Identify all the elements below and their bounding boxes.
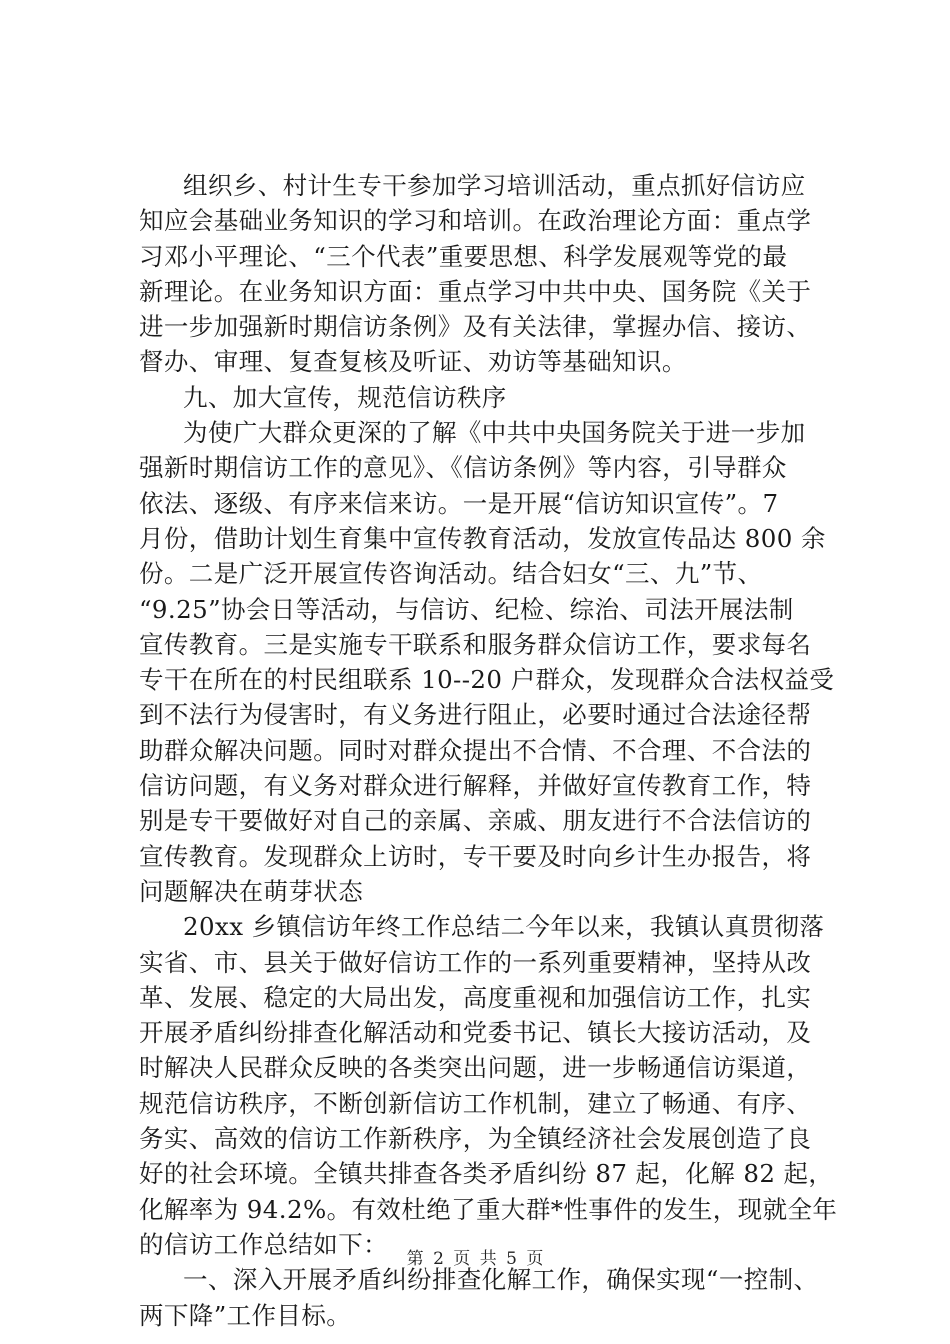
section-heading: 九、加大宣传，规范信访秩序 [183,382,507,412]
text-line: 规范信访秩序，不断创新信访工作机制，建立了畅通、有序、 [139,1088,812,1118]
text-line: 时解决人民群众反映的各类突出问题，进一步畅通信访渠道， [139,1053,812,1083]
text-line: 两下降”工作目标。 [139,1300,352,1330]
text-line: 助群众解决问题。同时对群众提出不合情、不合理、不合法的 [139,735,812,765]
text-line: 化解率为 94.2%。有效杜绝了重大群*性事件的发生，现就全年 [139,1194,838,1224]
text-line: 一、深入开展矛盾纠纷排查化解工作，确保实现“一控制、 [183,1265,819,1295]
text-line: “9.25”协会日等活动，与信访、纪检、综治、司法开展法制 [139,594,794,624]
text-line: 依法、逐级、有序来信来访。一是开展“信访知识宣传”。7 [139,488,779,518]
text-line: 份。二是广泛开展宣传咨询活动。结合妇女“三、九”节、 [139,559,763,589]
text-line: 革、发展、稳定的大局出发，高度重视和加强信访工作，扎实 [139,982,812,1012]
text-line: 开展矛盾纠纷排查化解活动和党委书记、镇长大接访活动，及 [139,1018,812,1048]
text-line: 问题解决在萌芽状态 [139,876,364,906]
text-line: 新理论。在业务知识方面：重点学习中共中央、国务院《关于 [139,276,812,306]
text-line: 强新时期信访工作的意见》、《信访条例》等内容，引导群众 [139,453,787,483]
text-line: 督办、审理、复查复核及听证、劝访等基础知识。 [139,347,687,377]
text-line: 宣传教育。发现群众上访时，专干要及时向乡计生办报告，将 [139,841,812,871]
text-line: 务实、高效的信访工作新秩序，为全镇经济社会发展创造了良 [139,1124,812,1154]
text-line: 专干在所在的村民组联系 10--20 户群众，发现群众合法权益受 [139,665,835,695]
text-line: 习邓小平理论、“三个代表”重要思想、科学发展观等党的最 [139,241,788,271]
body-text [139,168,839,1333]
text-line: 好的社会环境。全镇共排查各类矛盾纠纷 87 起，化解 82 起， [139,1159,834,1189]
text-line: 到不法行为侵害时，有义务进行阻止，必要时通过合法途径帮 [139,700,812,730]
text-line: 组织乡、村计生专干参加学习培训活动，重点抓好信访应 [183,171,806,200]
text-line: 为使广大群众更深的了解《中共中央国务院关于进一步加 [183,418,806,448]
text-line: 进一步加强新时期信访条例》及有关法律，掌握办信、接访、 [139,312,812,342]
text-line: 别是专干要做好对自己的亲属、亲戚、朋友进行不合法信访的 [139,806,812,836]
text-line: 知应会基础业务知识的学习和培训。在政治理论方面：重点学 [139,206,812,236]
text-line: 20xx 乡镇信访年终工作总结二今年以来，我镇认真贯彻落 [183,912,825,942]
text-line: 实省、市、县关于做好信访工作的一系列重要精神，坚持从改 [139,947,812,977]
page-number-footer: 第 2 页 共 5 页 [406,1249,544,1269]
text-line: 信访问题，有义务对群众进行解释，并做好宣传教育工作，特 [139,771,812,801]
text-line: 的信访工作总结如下： [139,1229,388,1259]
text-line: 月份，借助计划生育集中宣传教育活动，发放宣传品达 800 余 [139,523,826,553]
text-line: 宣传教育。三是实施专干联系和服务群众信访工作，要求每名 [139,629,812,659]
